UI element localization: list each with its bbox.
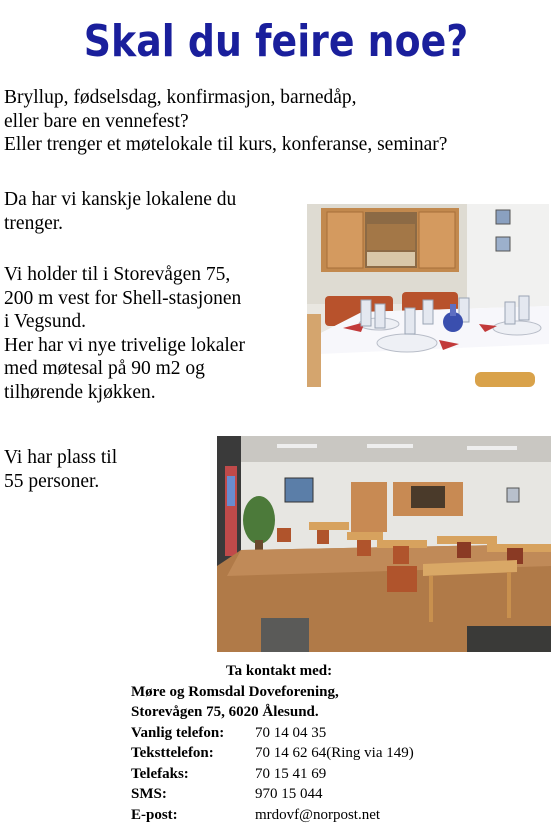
contact-label: E-post: xyxy=(131,806,178,823)
page-title: Skal du feire noe? xyxy=(83,16,469,67)
location-line: 200 m vest for Shell-stasjonen xyxy=(4,287,242,309)
intro-text xyxy=(4,86,447,157)
contact-row xyxy=(131,723,339,744)
contact-label: SMS: xyxy=(131,786,167,802)
fax-value: 70 15 41 69 xyxy=(255,765,327,782)
email-link[interactable]: mrdovf@norpost.net xyxy=(255,806,381,823)
contact-label: Teksttelefon: xyxy=(131,745,214,761)
contact-label: Vanlig telefon: xyxy=(131,724,225,741)
sms-value[interactable]: 970 15 044 xyxy=(255,786,323,802)
location-line: tilhørende kjøkken. xyxy=(4,381,156,403)
capacity-line: Vi har plass til xyxy=(4,447,118,468)
location-line: i Vegsund. xyxy=(4,311,86,332)
contact-block xyxy=(131,661,414,825)
location-line: Vi holder til i Storevågen 75, xyxy=(4,264,231,285)
capacity-text xyxy=(4,446,117,493)
dining-photo xyxy=(307,204,549,387)
contact-organization: Møre og Romsdal Doveforening, xyxy=(131,683,339,700)
location-line: med møtesal på 90 m2 og xyxy=(4,358,205,379)
textphone-value[interactable]: 70 14 62 64(Ring via 149) xyxy=(255,745,414,761)
venue-line: Da har vi kanskje lokalene du xyxy=(4,189,237,210)
contact-row xyxy=(131,764,339,785)
intro-line: Eller trenger et møtelokale til kurs, konferanse, seminar? xyxy=(4,134,448,155)
contact-label: Telefaks: xyxy=(131,765,189,782)
contact-heading: Ta kontakt med: xyxy=(226,663,333,679)
intro-line: eller bare en vennefest? xyxy=(4,110,189,132)
contact-row xyxy=(131,743,414,764)
location-text xyxy=(4,263,245,404)
hall-photo xyxy=(217,436,551,652)
venue-line: trenger. xyxy=(4,212,64,234)
phone-value[interactable]: 70 14 04 35 xyxy=(255,724,327,741)
capacity-line: 55 personer. xyxy=(4,470,100,492)
contact-row xyxy=(131,784,339,805)
contact-address: Storevågen 75, 6020 Ålesund. xyxy=(131,704,319,720)
intro-line: Bryllup, fødselsdag, konfirmasjon, barnedåp, xyxy=(4,87,357,108)
contact-row xyxy=(131,805,381,826)
venue-text xyxy=(4,188,236,235)
location-line: Her har vi nye trivelige lokaler xyxy=(4,334,245,356)
